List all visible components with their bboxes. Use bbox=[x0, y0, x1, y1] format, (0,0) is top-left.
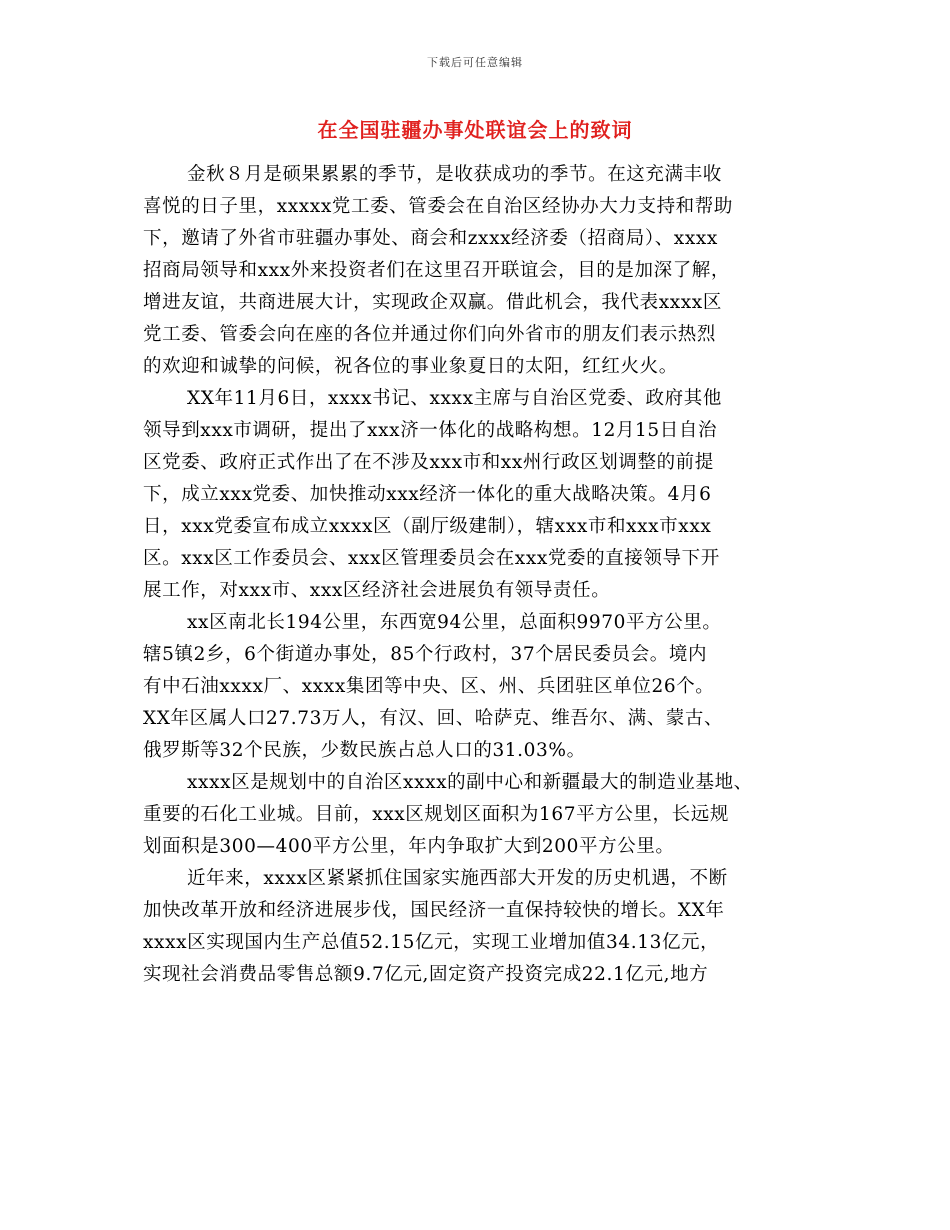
document-body bbox=[143, 159, 823, 991]
paragraph-line: 俄罗斯等32个民族，少数民族占总人口的31.03%。 bbox=[143, 740, 586, 761]
paragraph-line: XX年11月6日，xxxx书记、xxxx主席与自治区党委、政府其他 bbox=[187, 388, 722, 409]
paragraph-line: 划面积是300—400平方公里，年内争取扩大到200平方公里。 bbox=[143, 836, 675, 857]
paragraph-line: 辖5镇2乡，6个街道办事处，85个行政村，37个居民委员会。境内 bbox=[143, 644, 708, 665]
paragraph-line: 的欢迎和诚挚的问候，祝各位的事业象夏日的太阳，红红火火。 bbox=[143, 356, 678, 377]
paragraph-line: 领导到xxx市调研，提出了xxx济一体化的战略构想。12月15日自治 bbox=[143, 420, 718, 441]
paragraph-3 bbox=[143, 607, 823, 767]
paragraph-line: 有中石油xxxx厂、xxxx集团等中央、区、州、兵团驻区单位26个。 bbox=[143, 676, 715, 697]
paragraph-line: 近年来，xxxx区紧紧抓住国家实施西部大开发的历史机遇，不断 bbox=[187, 868, 728, 889]
paragraph-line: xxxx区实现国内生产总值52.15亿元，实现工业增加值34.13亿元， bbox=[143, 932, 720, 953]
paragraph-5 bbox=[143, 863, 823, 991]
paragraph-line: 实现社会消费品零售总额9.7亿元,固定资产投资完成22.1亿元,地方 bbox=[143, 964, 709, 985]
paragraph-line: 增进友谊，共商进展大计，实现政企双赢。借此机会，我代表xxxx区 bbox=[143, 292, 722, 313]
paragraph-line: xx区南北长194公里，东西宽94公里，总面积9970平方公里。 bbox=[187, 612, 722, 633]
page-header: 下载后可任意编辑 bbox=[427, 56, 523, 69]
paragraph-line: 下，成立xxx党委、加快推动xxx经济一体化的重大战略决策。4月6 bbox=[143, 484, 712, 505]
paragraph-line: 招商局领导和xxx外来投资者们在这里召开联谊会，目的是加深了解， bbox=[143, 260, 731, 281]
paragraph-line: 金秋８月是硕果累累的季节，是收获成功的季节。在这充满丰收 bbox=[187, 164, 722, 185]
paragraph-line: xxxx区是规划中的自治区xxxx的副中心和新疆最大的制造业基地、 bbox=[187, 772, 753, 793]
paragraph-line: 区党委、政府正式作出了在不涉及xxx市和xx州行政区划调整的前提 bbox=[143, 452, 714, 473]
document-title: 在全国驻疆办事处联谊会上的致词 bbox=[317, 118, 633, 142]
paragraph-line: 党工委、管委会向在座的各位并通过你们向外省市的朋友们表示热烈 bbox=[143, 324, 717, 345]
paragraph-line: 喜悦的日子里，xxxxx党工委、管委会在自治区经协办大力支持和帮助 bbox=[143, 196, 733, 217]
paragraph-line: 重要的石化工业城。目前，xxx区规划区面积为167平方公里，长远规 bbox=[143, 804, 729, 825]
paragraph-4 bbox=[143, 767, 823, 863]
paragraph-line: 区。xxx区工作委员会、xxx区管理委员会在xxx党委的直接领导下开 bbox=[143, 548, 720, 569]
paragraph-1 bbox=[143, 159, 823, 383]
paragraph-line: XX年区属人口27.73万人，有汉、回、哈萨克、维吾尔、满、蒙古、 bbox=[143, 708, 724, 729]
paragraph-2 bbox=[143, 383, 823, 607]
paragraph-line: 日，xxx党委宣布成立xxxx区（副厅级建制），辖xxx市和xxx市xxx bbox=[143, 516, 712, 537]
paragraph-line: 展工作，对xxx市、xxx区经济社会进展负有领导责任。 bbox=[143, 580, 611, 601]
paragraph-line: 下，邀请了外省市驻疆办事处、商会和zxxx经济委（招商局）、xxxx bbox=[143, 228, 718, 249]
paragraph-line: 加快改革开放和经济进展步伐，国民经济一直保持较快的增长。XX年 bbox=[143, 900, 725, 921]
